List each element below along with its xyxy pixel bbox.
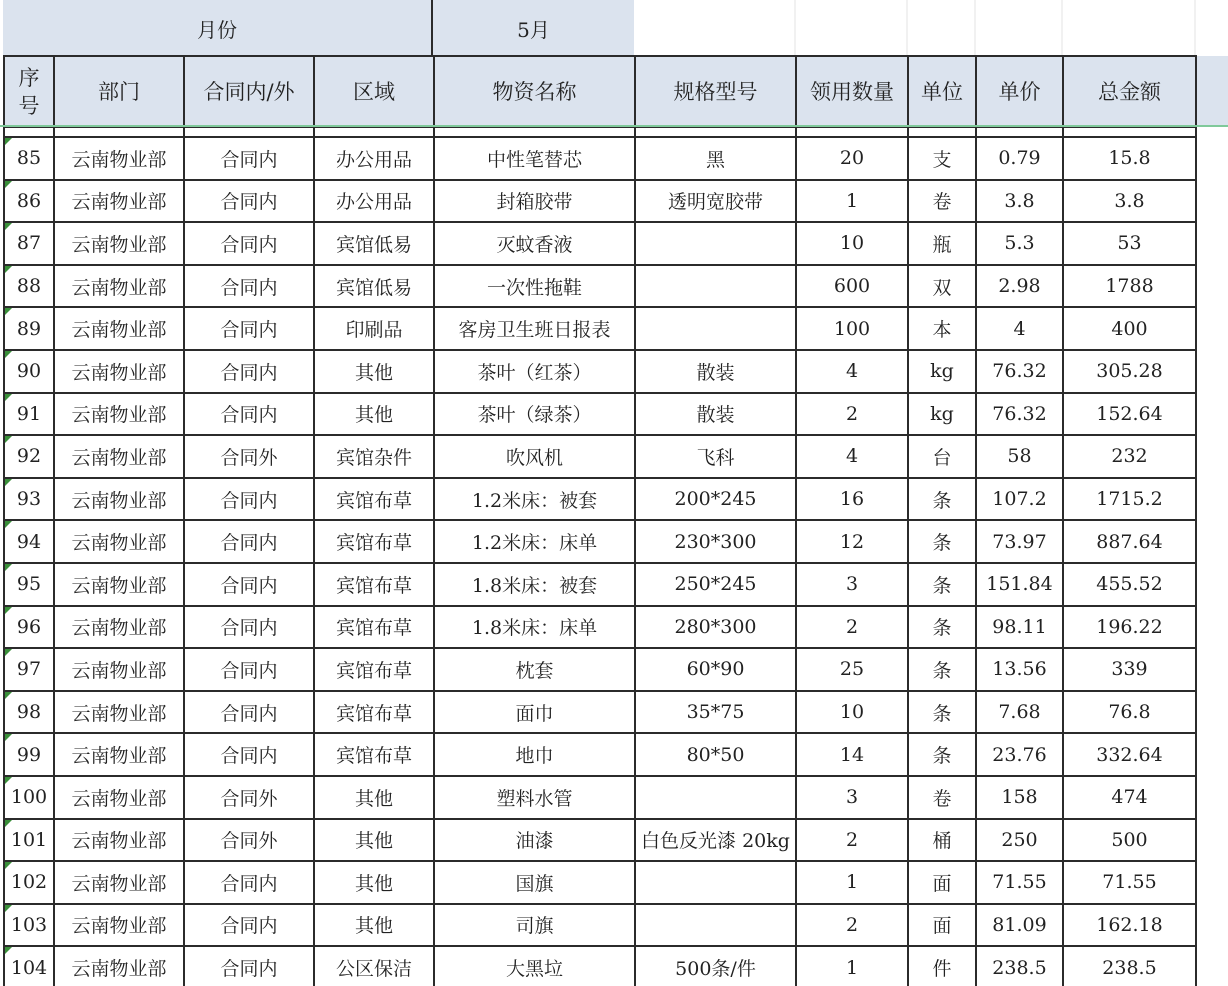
month-value-cell[interactable]: [433, 0, 634, 56]
cell-total[interactable]: 455.52: [1063, 563, 1196, 606]
cell-spec[interactable]: 黑: [635, 137, 796, 180]
cell-name[interactable]: 1.2米床：被套: [434, 478, 635, 521]
cell-contract[interactable]: 合同内: [184, 478, 314, 521]
spacer-row: [4, 127, 1196, 137]
cell-contract[interactable]: 合同外: [184, 435, 314, 478]
cell-price[interactable]: 23.76: [976, 733, 1063, 776]
spacer-cell: [635, 127, 796, 137]
cell-seq[interactable]: 92: [4, 435, 54, 478]
cell-dept[interactable]: 云南物业部: [54, 819, 184, 862]
cell-area[interactable]: 其他: [314, 861, 434, 904]
cell-qty[interactable]: 1: [796, 861, 908, 904]
cell-qty[interactable]: 600: [796, 265, 908, 308]
cell-dept[interactable]: 云南物业部: [54, 265, 184, 308]
cell-spec[interactable]: 60*90: [635, 648, 796, 691]
cell-area[interactable]: 办公用品: [314, 180, 434, 223]
cell-dept[interactable]: 云南物业部: [54, 222, 184, 265]
cell-qty[interactable]: 2: [796, 393, 908, 436]
cell-unit[interactable]: 支: [908, 137, 976, 180]
cell-contract[interactable]: 合同内: [184, 265, 314, 308]
cell-price[interactable]: 151.84: [976, 563, 1063, 606]
cell-unit[interactable]: 桶: [908, 819, 976, 862]
cell-name[interactable]: 面巾: [434, 691, 635, 734]
table-row: [4, 478, 1196, 521]
cell-total[interactable]: 500: [1063, 819, 1196, 862]
cell-seq[interactable]: 87: [4, 222, 54, 265]
cell-name[interactable]: 大黑垃: [434, 946, 635, 986]
cell-name[interactable]: 油漆: [434, 819, 635, 862]
header-contract-label: 合同内/外: [203, 79, 295, 104]
cell-name[interactable]: 灭蚊香液: [434, 222, 635, 265]
table-row: [4, 137, 1196, 180]
cell-qty[interactable]: 2: [796, 819, 908, 862]
cell-name[interactable]: 吹风机: [434, 435, 635, 478]
cell-qty[interactable]: 2: [796, 904, 908, 947]
header-seq[interactable]: [4, 56, 54, 127]
cell-seq[interactable]: 98: [4, 691, 54, 734]
cell-seq[interactable]: 93: [4, 478, 54, 521]
table-row: [4, 819, 1196, 862]
cell-seq[interactable]: 94: [4, 520, 54, 563]
table-row: [4, 265, 1196, 308]
cell-seq[interactable]: 96: [4, 606, 54, 649]
cell-area[interactable]: 其他: [314, 904, 434, 947]
cell-unit[interactable]: 件: [908, 946, 976, 986]
cell-price[interactable]: 13.56: [976, 648, 1063, 691]
cell-spec[interactable]: 散装: [635, 393, 796, 436]
table-row: [4, 904, 1196, 947]
cell-name[interactable]: 茶叶（红茶）: [434, 350, 635, 393]
cell-seq[interactable]: 101: [4, 819, 54, 862]
cell-total[interactable]: 162.18: [1063, 904, 1196, 947]
spacer-cell: [184, 127, 314, 137]
cell-unit[interactable]: 面: [908, 861, 976, 904]
cell-spec[interactable]: 35*75: [635, 691, 796, 734]
cell-spec[interactable]: [635, 776, 796, 819]
cell-total[interactable]: 339: [1063, 648, 1196, 691]
cell-area[interactable]: 宾馆布草: [314, 478, 434, 521]
cell-dept[interactable]: 云南物业部: [54, 691, 184, 734]
cell-qty[interactable]: 100: [796, 307, 908, 350]
table-row: [4, 606, 1196, 649]
cell-seq[interactable]: 104: [4, 946, 54, 986]
cell-unit[interactable]: 条: [908, 606, 976, 649]
header-contract[interactable]: [184, 56, 314, 127]
cell-dept[interactable]: 云南物业部: [54, 904, 184, 947]
cell-spec[interactable]: 飞科: [635, 435, 796, 478]
cell-total[interactable]: 400: [1063, 307, 1196, 350]
cell-dept[interactable]: 云南物业部: [54, 393, 184, 436]
header-qty[interactable]: [796, 56, 908, 127]
cell-qty[interactable]: 2: [796, 606, 908, 649]
cell-name[interactable]: 地巾: [434, 733, 635, 776]
cell-contract[interactable]: 合同内: [184, 733, 314, 776]
cell-unit[interactable]: 本: [908, 307, 976, 350]
cell-unit[interactable]: 条: [908, 648, 976, 691]
cell-spec[interactable]: [635, 222, 796, 265]
cell-contract[interactable]: 合同内: [184, 350, 314, 393]
cell-dept[interactable]: 云南物业部: [54, 946, 184, 986]
cell-spec[interactable]: 白色反光漆 20kg: [635, 819, 796, 862]
cell-name[interactable]: 封箱胶带: [434, 180, 635, 223]
cell-contract[interactable]: 合同外: [184, 819, 314, 862]
cell-seq[interactable]: 99: [4, 733, 54, 776]
table-row: [4, 520, 1196, 563]
cell-spec[interactable]: [635, 904, 796, 947]
cell-area[interactable]: 公区保洁: [314, 946, 434, 986]
cell-total[interactable]: 232: [1063, 435, 1196, 478]
header-seq-label: 序号: [18, 65, 40, 118]
cell-area[interactable]: 其他: [314, 393, 434, 436]
cell-dept[interactable]: 云南物业部: [54, 307, 184, 350]
cell-seq[interactable]: 89: [4, 307, 54, 350]
cell-unit[interactable]: kg: [908, 393, 976, 436]
cell-contract[interactable]: 合同内: [184, 606, 314, 649]
cell-total[interactable]: 3.8: [1063, 180, 1196, 223]
spacer-cell: [1063, 127, 1196, 137]
cell-dept[interactable]: 云南物业部: [54, 435, 184, 478]
cell-area[interactable]: 宾馆布草: [314, 520, 434, 563]
table-row: [4, 946, 1196, 986]
cell-qty[interactable]: 20: [796, 137, 908, 180]
header-unit[interactable]: [908, 56, 976, 127]
table-row: [4, 861, 1196, 904]
cell-spec[interactable]: [635, 307, 796, 350]
header-dept-label: 部门: [98, 79, 140, 104]
cell-name[interactable]: 茶叶（绿茶）: [434, 393, 635, 436]
spacer-cell: [4, 127, 54, 137]
cell-contract[interactable]: 合同内: [184, 307, 314, 350]
cell-qty[interactable]: 14: [796, 733, 908, 776]
cell-contract[interactable]: 合同内: [184, 563, 314, 606]
cell-contract[interactable]: 合同外: [184, 776, 314, 819]
cell-area[interactable]: 办公用品: [314, 137, 434, 180]
cell-qty[interactable]: 4: [796, 350, 908, 393]
cell-price[interactable]: 7.68: [976, 691, 1063, 734]
cell-seq[interactable]: 90: [4, 350, 54, 393]
header-qty-label: 领用数量: [810, 79, 894, 104]
cell-price[interactable]: 158: [976, 776, 1063, 819]
cell-spec[interactable]: 250*245: [635, 563, 796, 606]
header-total-label: 总金额: [1098, 79, 1161, 104]
cell-spec[interactable]: 230*300: [635, 520, 796, 563]
cell-area[interactable]: 其他: [314, 776, 434, 819]
cell-seq[interactable]: 102: [4, 861, 54, 904]
cell-total[interactable]: 887.64: [1063, 520, 1196, 563]
table-row: [4, 435, 1196, 478]
spacer-cell: [796, 127, 908, 137]
cell-qty[interactable]: 3: [796, 776, 908, 819]
spacer-cell: [434, 127, 635, 137]
table-row: [4, 350, 1196, 393]
header-total[interactable]: [1063, 56, 1196, 127]
header-row: [4, 56, 1196, 127]
cell-total[interactable]: 71.55: [1063, 861, 1196, 904]
cell-price[interactable]: 73.97: [976, 520, 1063, 563]
cell-qty[interactable]: 3: [796, 563, 908, 606]
cell-total[interactable]: 238.5: [1063, 946, 1196, 986]
cell-area[interactable]: 宾馆布草: [314, 563, 434, 606]
cell-unit[interactable]: 面: [908, 904, 976, 947]
cell-total[interactable]: 332.64: [1063, 733, 1196, 776]
table-row: [4, 222, 1196, 265]
data-table: [3, 55, 1197, 986]
cell-total[interactable]: 196.22: [1063, 606, 1196, 649]
cell-contract[interactable]: 合同内: [184, 180, 314, 223]
cell-unit[interactable]: 条: [908, 691, 976, 734]
cell-qty[interactable]: 25: [796, 648, 908, 691]
cell-spec[interactable]: 80*50: [635, 733, 796, 776]
cell-price[interactable]: 58: [976, 435, 1063, 478]
cell-price[interactable]: 0.79: [976, 137, 1063, 180]
frozen-pane-line: [0, 125, 1228, 127]
table-row: [4, 691, 1196, 734]
cell-area[interactable]: 宾馆布草: [314, 648, 434, 691]
cell-price[interactable]: 250: [976, 819, 1063, 862]
cell-qty[interactable]: 12: [796, 520, 908, 563]
cell-price[interactable]: 238.5: [976, 946, 1063, 986]
cell-area[interactable]: 其他: [314, 819, 434, 862]
cell-contract[interactable]: 合同内: [184, 861, 314, 904]
header-name-label: 物资名称: [492, 79, 577, 104]
cell-name[interactable]: 国旗: [434, 861, 635, 904]
cell-qty[interactable]: 1: [796, 946, 908, 986]
table-row: [4, 648, 1196, 691]
cell-unit[interactable]: kg: [908, 350, 976, 393]
cell-spec[interactable]: [635, 265, 796, 308]
cell-seq[interactable]: 97: [4, 648, 54, 691]
table-row: [4, 393, 1196, 436]
cell-price[interactable]: 2.98: [976, 265, 1063, 308]
cell-price[interactable]: 76.32: [976, 393, 1063, 436]
cell-total[interactable]: 305.28: [1063, 350, 1196, 393]
cell-price[interactable]: 4: [976, 307, 1063, 350]
cell-total[interactable]: 474: [1063, 776, 1196, 819]
cell-dept[interactable]: 云南物业部: [54, 606, 184, 649]
cell-dept[interactable]: 云南物业部: [54, 861, 184, 904]
cell-unit[interactable]: 卷: [908, 776, 976, 819]
header-spec[interactable]: [635, 56, 796, 127]
spacer-cell: [314, 127, 434, 137]
cell-seq[interactable]: 91: [4, 393, 54, 436]
cell-dept[interactable]: 云南物业部: [54, 478, 184, 521]
cell-area[interactable]: 宾馆布草: [314, 691, 434, 734]
cell-dept[interactable]: 云南物业部: [54, 563, 184, 606]
cell-seq[interactable]: 86: [4, 180, 54, 223]
cell-contract[interactable]: 合同内: [184, 691, 314, 734]
cell-unit[interactable]: 瓶: [908, 222, 976, 265]
cell-price[interactable]: 5.3: [976, 222, 1063, 265]
cell-qty[interactable]: 10: [796, 691, 908, 734]
cell-seq[interactable]: 95: [4, 563, 54, 606]
cell-dept[interactable]: 云南物业部: [54, 733, 184, 776]
cell-contract[interactable]: 合同内: [184, 222, 314, 265]
cell-qty[interactable]: 4: [796, 435, 908, 478]
header-name[interactable]: [434, 56, 635, 127]
cell-area[interactable]: 宾馆低易: [314, 222, 434, 265]
cell-price[interactable]: 107.2: [976, 478, 1063, 521]
cell-unit[interactable]: 台: [908, 435, 976, 478]
table-body: [4, 127, 1196, 986]
cell-dept[interactable]: 云南物业部: [54, 180, 184, 223]
cell-name[interactable]: 司旗: [434, 904, 635, 947]
cell-contract[interactable]: 合同内: [184, 137, 314, 180]
cell-name[interactable]: 一次性拖鞋: [434, 265, 635, 308]
cell-area[interactable]: 宾馆布草: [314, 733, 434, 776]
cell-contract[interactable]: 合同内: [184, 946, 314, 986]
month-label-cell[interactable]: [3, 0, 433, 56]
cell-unit[interactable]: 条: [908, 733, 976, 776]
cell-qty[interactable]: 16: [796, 478, 908, 521]
table-row: [4, 307, 1196, 350]
cell-area[interactable]: 宾馆布草: [314, 606, 434, 649]
cell-total[interactable]: 1788: [1063, 265, 1196, 308]
cell-name[interactable]: 塑料水管: [434, 776, 635, 819]
month-value: 5月: [517, 17, 550, 42]
cell-spec[interactable]: 280*300: [635, 606, 796, 649]
cell-total[interactable]: 152.64: [1063, 393, 1196, 436]
cell-unit[interactable]: 双: [908, 265, 976, 308]
cell-contract[interactable]: 合同内: [184, 648, 314, 691]
cell-name[interactable]: 1.8米床：被套: [434, 563, 635, 606]
spacer-cell: [54, 127, 184, 137]
cell-dept[interactable]: 云南物业部: [54, 776, 184, 819]
cell-seq[interactable]: 85: [4, 137, 54, 180]
cell-price[interactable]: 76.32: [976, 350, 1063, 393]
cell-spec[interactable]: 透明宽胶带: [635, 180, 796, 223]
cell-name[interactable]: 1.2米床：床单: [434, 520, 635, 563]
cell-spec[interactable]: 200*245: [635, 478, 796, 521]
header-area-label: 区域: [353, 79, 395, 104]
cell-qty[interactable]: 1: [796, 180, 908, 223]
cell-name[interactable]: 1.8米床：床单: [434, 606, 635, 649]
header-spec-label: 规格型号: [673, 79, 758, 104]
cell-contract[interactable]: 合同内: [184, 904, 314, 947]
cell-name[interactable]: 客房卫生班日报表: [434, 307, 635, 350]
cell-price[interactable]: 81.09: [976, 904, 1063, 947]
table-row: [4, 776, 1196, 819]
cell-unit[interactable]: 条: [908, 563, 976, 606]
cell-price[interactable]: 98.11: [976, 606, 1063, 649]
table-row: [4, 180, 1196, 223]
cell-dept[interactable]: 云南物业部: [54, 520, 184, 563]
cell-area[interactable]: 印刷品: [314, 307, 434, 350]
cell-price[interactable]: 71.55: [976, 861, 1063, 904]
header-price[interactable]: [976, 56, 1063, 127]
cell-contract[interactable]: 合同内: [184, 520, 314, 563]
month-label: 月份: [197, 17, 237, 42]
cell-name[interactable]: 枕套: [434, 648, 635, 691]
cell-seq[interactable]: 103: [4, 904, 54, 947]
cell-unit[interactable]: 条: [908, 520, 976, 563]
cell-spec[interactable]: [635, 861, 796, 904]
cell-seq[interactable]: 88: [4, 265, 54, 308]
spacer-cell: [908, 127, 976, 137]
cell-area[interactable]: 宾馆低易: [314, 265, 434, 308]
cell-dept[interactable]: 云南物业部: [54, 137, 184, 180]
header-area[interactable]: [314, 56, 434, 127]
cell-unit[interactable]: 条: [908, 478, 976, 521]
header-dept[interactable]: [54, 56, 184, 127]
cell-contract[interactable]: 合同内: [184, 393, 314, 436]
spacer-cell: [976, 127, 1063, 137]
cell-spec[interactable]: 散装: [635, 350, 796, 393]
header-price-label: 单价: [998, 79, 1041, 104]
cell-dept[interactable]: 云南物业部: [54, 350, 184, 393]
table-row: [4, 733, 1196, 776]
cell-area[interactable]: 其他: [314, 350, 434, 393]
cell-total[interactable]: 15.8: [1063, 137, 1196, 180]
table-row: [4, 563, 1196, 606]
cell-price[interactable]: 3.8: [976, 180, 1063, 223]
cell-name[interactable]: 中性笔替芯: [434, 137, 635, 180]
cell-unit[interactable]: 卷: [908, 180, 976, 223]
cell-area[interactable]: 宾馆杂件: [314, 435, 434, 478]
header-unit-label: 单位: [921, 79, 963, 104]
cell-dept[interactable]: 云南物业部: [54, 648, 184, 691]
cell-seq[interactable]: 100: [4, 776, 54, 819]
cell-total[interactable]: 53: [1063, 222, 1196, 265]
cell-total[interactable]: 1715.2: [1063, 478, 1196, 521]
cell-qty[interactable]: 10: [796, 222, 908, 265]
cell-spec[interactable]: 500条/件: [635, 946, 796, 986]
cell-total[interactable]: 76.8: [1063, 691, 1196, 734]
